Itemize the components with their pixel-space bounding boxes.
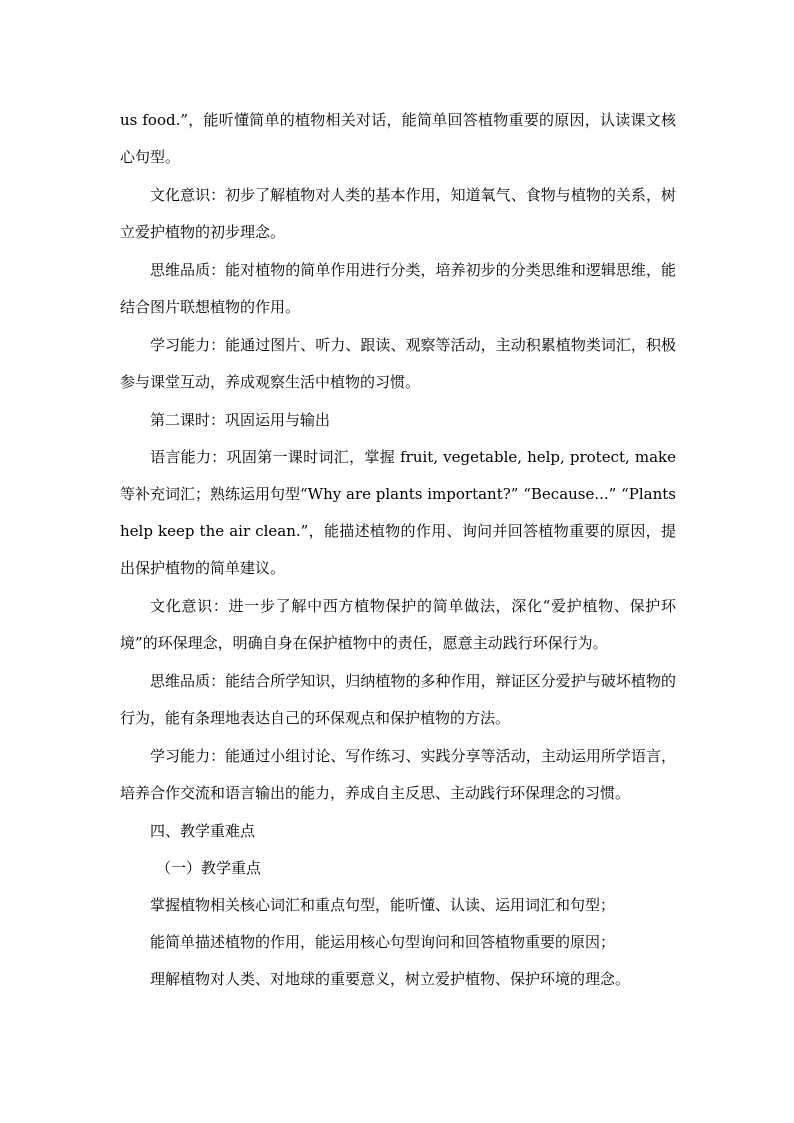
paragraph-learning-ability-2: 学习能力：能通过小组讨论、写作练习、实践分享等活动，主动运用所学语言，培养合作交流和语言输出的能力，养成自主反思、主动践行环保理念的习惯。 (120, 747, 676, 802)
paragraph-continuation: us food.”，能听懂简单的植物相关对话，能简单回答植物重要的原因，认读课文核心句型。 (120, 111, 676, 166)
paragraph-thinking-quality-1: 思维品质：能对植物的简单作用进行分类，培养初步的分类思维和逻辑思维，能结合图片联想植物的作用。 (120, 261, 676, 316)
section-heading-key-difficult-points: 四、教学重难点 (150, 822, 256, 840)
paragraph-language-ability-2: 语言能力：巩固第一课时词汇，掌握 fruit, vegetable, help, protect, make 等补充词汇；熟练运用句型“Why are plants important?” “Because...” “Plants help keep the air clean.”，能描述植物的作用、询问并回答植物重要的原因，提出保护植物的简单建议。 (120, 448, 676, 577)
paragraph-thinking-quality-2: 思维品质：能结合所学知识，归纳植物的多种作用，辩证区分爱护与破坏植物的行为，能有条理地表达自己的环保观点和保护植物的方法。 (120, 672, 676, 727)
key-point-item-3: 理解植物对人类、对地球的重要意义，树立爱护植物、保护环境的理念。 (150, 970, 631, 988)
paragraph-culture-awareness-2: 文化意识：进一步了解中西方植物保护的简单做法，深化“爱护植物、保护环境”的环保理念，明确自身在保护植物中的责任，愿意主动践行环保行为。 (120, 597, 676, 652)
subsection-heading-key-points: （一）教学重点 (156, 859, 262, 877)
paragraph-learning-ability-1: 学习能力：能通过图片、听力、跟读、观察等活动，主动积累植物类词汇，积极参与课堂互动，养成观察生活中植物的习惯。 (120, 336, 676, 391)
key-point-item-1: 掌握植物相关核心词汇和重点句型，能听懂、认读、运用词汇和句型； (150, 896, 616, 914)
lesson-two-heading: 第二课时：巩固运用与输出 (150, 411, 331, 429)
key-point-item-2: 能简单描述植物的作用，能运用核心句型询问和回答植物重要的原因； (150, 933, 616, 951)
paragraph-culture-awareness-1: 文化意识：初步了解植物对人类的基本作用，知道氧气、食物与植物的关系，树立爱护植物的初步理念。 (120, 186, 676, 241)
